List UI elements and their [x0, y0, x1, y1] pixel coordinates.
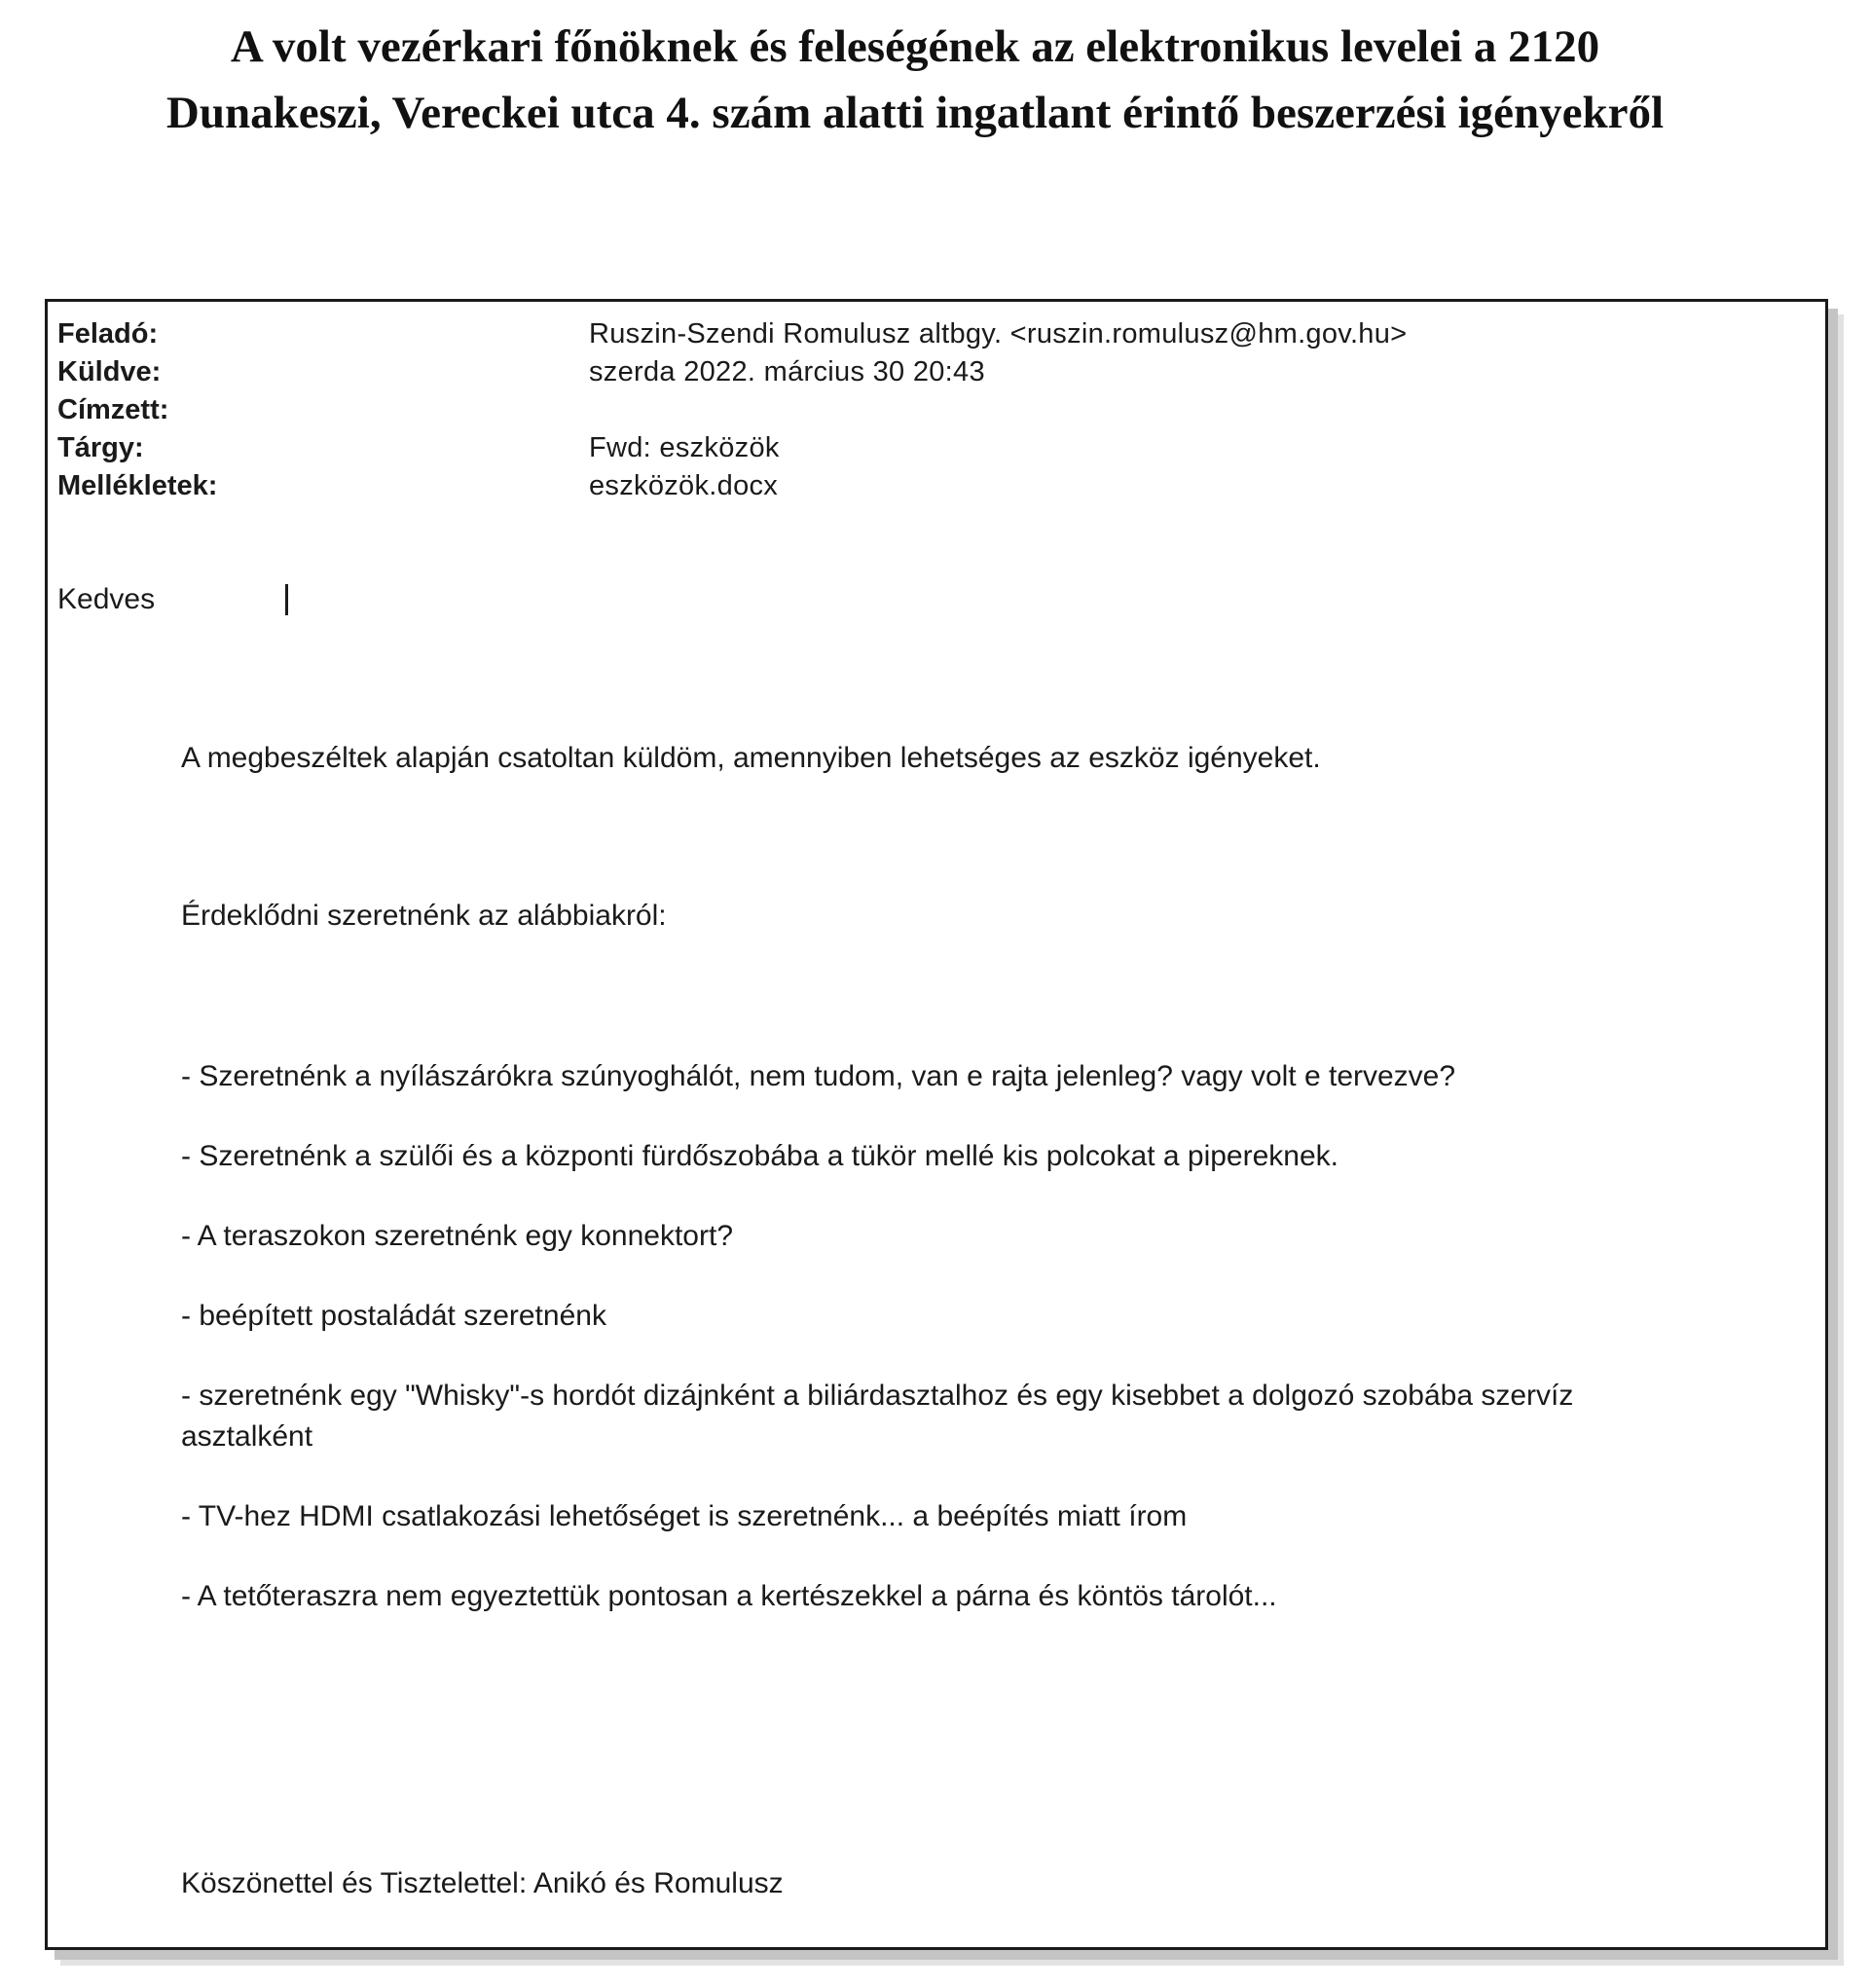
header-row-subject	[57, 429, 1810, 467]
recipient-label: Címzett:	[57, 394, 169, 425]
request-list	[181, 1056, 1700, 1656]
email-signature: Köszönettel és Tisztelettel: Anikó és Romulusz	[181, 1867, 784, 1899]
header-row-sender	[57, 315, 1810, 353]
header-row-recipient	[57, 391, 1810, 429]
attachments-label: Mellékletek:	[57, 470, 218, 501]
list-item: - Szeretnénk a nyílászárókra szúnyoghálót, nem tudom, van e rajta jelenleg? vagy volt e tervezve?	[181, 1060, 1456, 1092]
email-printout	[45, 299, 1828, 1950]
email-lead: Érdeklődni szeretnénk az alábbiakról:	[181, 900, 667, 932]
sender-label: Feladó:	[57, 318, 159, 350]
header-row-sent	[57, 353, 1810, 391]
subject-value: Fwd: eszközök	[589, 432, 780, 463]
email-headers	[57, 315, 1810, 505]
list-item: - TV-hez HDMI csatlakozási lehetőséget is szeretnénk... a beépítés miatt írom	[181, 1500, 1188, 1532]
list-item: - beépített postaládát szeretnénk	[181, 1300, 606, 1332]
document-title-line-2: Dunakeszi, Vereckei utca 4. szám alatti ingatlant érintő beszerzési igényekről	[165, 88, 1665, 138]
sent-value: szerda 2022. március 30 20:43	[589, 356, 985, 387]
email-intro: A megbeszéltek alapján csatoltan küldöm, amennyiben lehetséges az eszköz igényeket.	[181, 742, 1321, 774]
list-item: - A tetőteraszra nem egyeztettük pontosan a kertészekkel a párna és köntös tárolót...	[181, 1580, 1277, 1612]
attachment-file: eszközök.docx	[589, 470, 779, 501]
email-greeting: Kedves	[57, 583, 156, 615]
header-row-attachments	[57, 467, 1810, 505]
subject-label: Tárgy:	[57, 432, 144, 463]
redaction-mark	[285, 584, 288, 615]
list-item: - A teraszokon szeretnénk egy konnektort?	[181, 1220, 733, 1252]
document-title-line-1: A volt vezérkari főnöknek és feleségének az elektronikus levelei a 2120	[230, 21, 1600, 72]
sender-value: Ruszin-Szendi Romulusz altbgy. <ruszin.romulusz@hm.gov.hu>	[589, 318, 1408, 350]
list-item: - szeretnénk egy "Whisky"-s hordót dizájnként a biliárdasztalhoz és egy kisebbet a dolgozó szobába szervíz asztalként	[181, 1380, 1574, 1453]
document-title	[0, 14, 1830, 146]
sent-label: Küldve:	[57, 356, 162, 387]
list-item: - Szeretnénk a szülői és a központi fürdőszobába a tükör mellé kis polcokat a pipereknek.	[181, 1140, 1338, 1172]
